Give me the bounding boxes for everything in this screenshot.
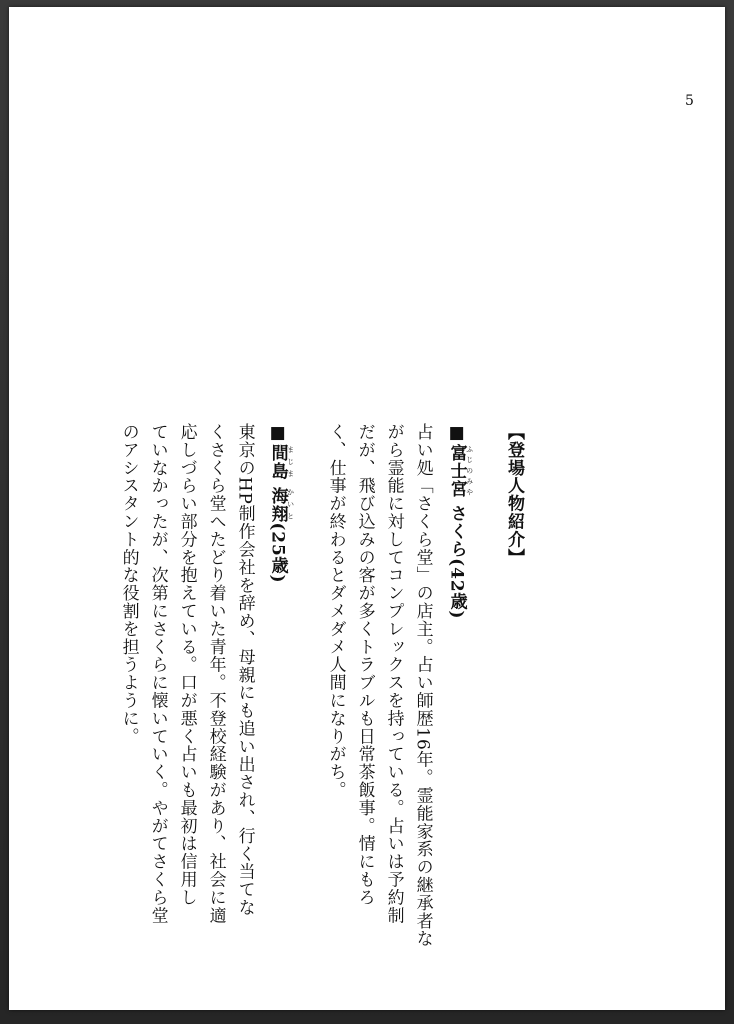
character-1-given-name: さくら [446, 504, 467, 559]
character-1-age: (42歳) [446, 558, 467, 620]
character-2-line-1: 東京のHP制作会社を辞め、母親にも追い出され、行く当てな [234, 423, 255, 917]
character-2-marker: ■ [267, 423, 288, 444]
character-1-surname: 富士宮 ふじのみや [446, 443, 474, 498]
character-2-line-2: くさくら堂へたどり着いた青年。不登校経験があり、社会に適 [205, 423, 226, 925]
page [9, 7, 725, 1010]
character-2-surname-reading: まじま [286, 443, 295, 480]
character-2-line-3: 応しづらい部分を抱えている。口が悪く占いも最初は信用し [176, 423, 197, 907]
character-1-name [442, 423, 474, 619]
character-1-line-4: く、仕事が終わるとダメダメ人間になりがち。 [325, 423, 346, 799]
character-1-line-3: だが、飛び込みの客が多くトラブルも日常茶飯事。情にもろ [354, 423, 375, 907]
character-1-surname-reading: ふじのみや [465, 443, 474, 498]
character-2-surname: 間島 まじま [267, 443, 295, 480]
page-number: 5 [685, 93, 694, 109]
character-2-given-name: 海翔 かいと [267, 486, 295, 523]
character-2-line-5: のアシスタント的な役割を担うように。 [118, 423, 139, 746]
character-2-given-name-reading: かいと [286, 486, 295, 523]
character-1-marker: ■ [446, 423, 467, 444]
character-1-line-2: がら霊能に対してコンプレックスを持っている。占いは予約制 [383, 423, 404, 925]
character-2-name [263, 423, 295, 584]
character-2-line-4: ていなかったが、次第にさくらに懐いていく。やがてさくら堂 [147, 423, 168, 925]
character-1-line-1: 占い処「さくら堂」の店主。占い師歴16年。霊能家系の継承者な [412, 423, 433, 948]
character-2-age: (25歳) [267, 522, 288, 584]
section-heading: 【登場人物紹介】 [504, 423, 524, 567]
